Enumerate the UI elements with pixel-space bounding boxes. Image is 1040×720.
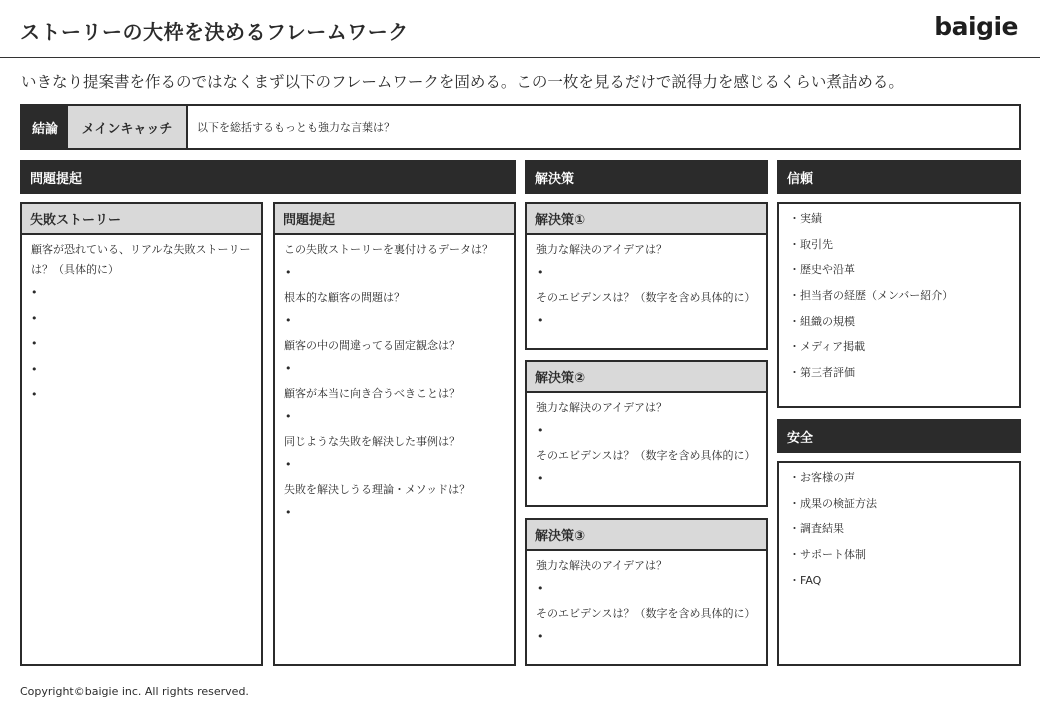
- list-item: ・ メディア掲載: [789, 337, 1019, 363]
- list-item: •: [31, 362, 38, 376]
- section-header-trust: 信頼: [777, 160, 1021, 194]
- problem-card-title: 問題提起: [275, 204, 514, 235]
- solution-card-1: [525, 202, 768, 350]
- safety-list: [779, 463, 1019, 596]
- list-item: •: [537, 266, 544, 279]
- solution-card-body: [527, 235, 766, 336]
- list-item: •: [31, 337, 38, 350]
- list-item: •: [285, 410, 292, 423]
- problem-question: 根本的な顧客の問題は？: [284, 291, 405, 304]
- list-item: •: [285, 506, 292, 519]
- list-item: ・ サポート体制: [789, 545, 1019, 571]
- trust-list: [779, 204, 1019, 389]
- list-item: ・ 取引先: [789, 235, 1019, 261]
- problem-question: 顧客の中の間違ってる固定観念は？: [284, 339, 460, 352]
- solution-card-title: 解決策①: [527, 204, 766, 235]
- solution-question: 強力な解決のアイデアは？: [536, 401, 668, 414]
- list-item: ・ 実績: [789, 209, 1019, 235]
- list-item: ・ お客様の声: [789, 468, 1019, 494]
- list-item: •: [537, 582, 544, 595]
- problem-question: 失敗を解決しうる理論・メソッドは？: [284, 483, 471, 496]
- solution-question: 強力な解決のアイデアは？: [536, 559, 668, 572]
- list-item: •: [285, 458, 292, 471]
- list-item: ・ FAQ: [789, 571, 1019, 597]
- solution-card-body: [527, 393, 766, 494]
- section-header-solution: 解決策: [525, 160, 768, 194]
- conclusion-row: [20, 104, 1021, 150]
- problem-question: 顧客が本当に向き合うべきことは？: [284, 387, 460, 400]
- list-item: •: [285, 314, 292, 327]
- list-item: •: [537, 472, 544, 485]
- list-item: ・ 担当者の経歴（メンバー紹介）: [789, 286, 1019, 312]
- list-item: •: [537, 314, 544, 327]
- list-item: •: [285, 266, 292, 279]
- solution-card-body: [527, 551, 766, 652]
- list-item: •: [31, 388, 38, 401]
- list-item: •: [537, 424, 544, 437]
- list-item: ・ 組織の規模: [789, 312, 1019, 338]
- safety-card: [777, 461, 1021, 666]
- problem-question: 同じような失敗を解決した事例は？: [284, 435, 460, 448]
- failure-story-card: [20, 202, 263, 666]
- failure-story-question: 顧客が恐れている、リアルな失敗ストーリーは？（具体的に）: [31, 243, 251, 276]
- main-catch-label: メインキャッチ: [68, 106, 188, 148]
- problem-card: [273, 202, 516, 666]
- section-header-problem: 問題提起: [20, 160, 516, 194]
- intro-text: いきなり提案書を作るのではなくまず以下のフレームワークを固める。この一枚を見るだけで説得力を感じるくらい煮詰める。: [21, 73, 904, 91]
- copyright-footer: Copyright©baigie inc. All rights reserved.: [20, 685, 249, 698]
- solution-card-3: [525, 518, 768, 666]
- solution-question: 強力な解決のアイデアは？: [536, 243, 668, 256]
- solution-question: そのエビデンスは？（数字を含め具体的に）: [536, 607, 756, 620]
- main-catch-question: 以下を総括するもっとも強力な言葉は？: [197, 121, 395, 134]
- conclusion-tag: 結論: [22, 106, 68, 148]
- list-item: •: [31, 286, 38, 299]
- list-item: •: [537, 630, 544, 643]
- section-header-safety: 安全: [777, 419, 1021, 453]
- failure-story-title: 失敗ストーリー: [22, 204, 261, 235]
- list-item: ・ 調査結果: [789, 519, 1019, 545]
- problem-question: この失敗ストーリーを裏付けるデータは？: [284, 243, 493, 256]
- header: [0, 0, 1040, 58]
- solution-question: そのエビデンスは？（数字を含め具体的に）: [536, 291, 756, 304]
- solution-question: そのエビデンスは？（数字を含め具体的に）: [536, 449, 756, 462]
- list-item: ・ 成果の検証方法: [789, 494, 1019, 520]
- problem-card-body: [275, 235, 514, 528]
- failure-story-body: [22, 235, 261, 411]
- list-item: ・ 第三者評価: [789, 363, 1019, 389]
- list-item: ・ 歴史や沿革: [789, 260, 1019, 286]
- list-item: •: [31, 311, 38, 325]
- solution-card-2: [525, 360, 768, 507]
- solution-card-title: 解決策②: [527, 362, 766, 393]
- solution-card-title: 解決策③: [527, 520, 766, 551]
- brand-logo: baigie: [934, 12, 1018, 41]
- trust-card: [777, 202, 1021, 408]
- list-item: •: [285, 362, 292, 375]
- page-title: ストーリーの大枠を決めるフレームワーク: [20, 20, 409, 44]
